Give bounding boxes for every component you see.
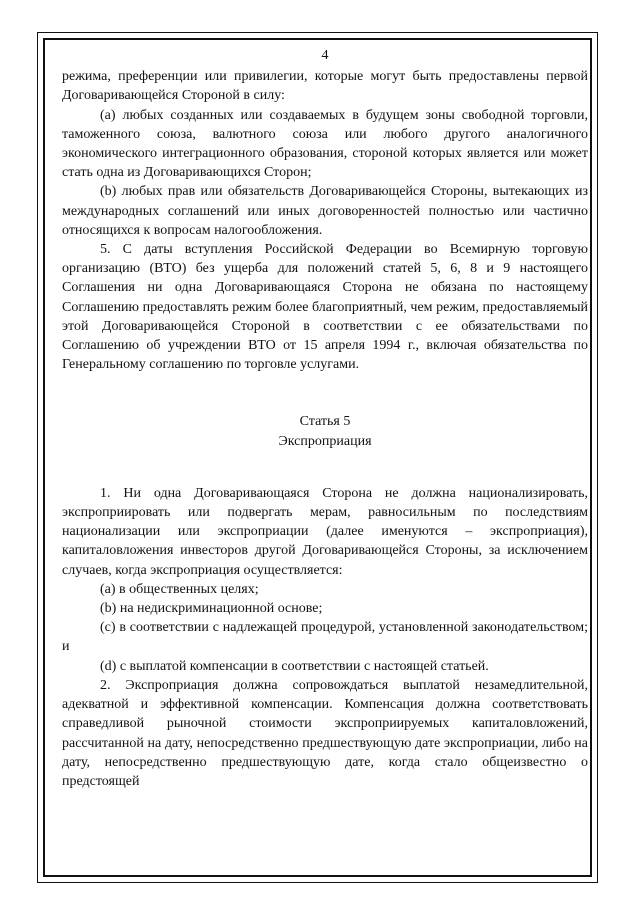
article-item-c: (с) в соответствии с надлежащей процедурой, установленной законодательством; и <box>62 620 588 655</box>
article-item-a: (а) в общественных целях; <box>100 581 259 597</box>
article-number: Статья 5 <box>299 414 351 430</box>
article-paragraph-2: 2. Экспроприация должна сопровождаться выплатой незамедлительной, адекватной и эффективной компенсации. Компенсация должна соответствовать справедливой рыночной стоимости экспроприируемых капиталовложений, рассчитанной на дату, непосредственно предшествующую дате экспроприации, либо на дату, непосредственно предшествующую дате, когда стало общеизвестно о предстоящей <box>62 677 588 789</box>
paragraph-item-b: (b) любых прав или обязательств Договаривающейся Стороны, вытекающих из международных соглашений или иных договоренностей полностью или частично относящихся к вопросам налогообложения. <box>62 184 588 238</box>
page-number: 4 <box>321 48 329 63</box>
document-body <box>62 46 588 791</box>
article-paragraph-1: 1. Ни одна Договаривающаяся Сторона не должна национализировать, экспроприировать или подвергать мерам, равносильным по последствиям национализации или экспроприации (далее именуются – экспроприация), капиталовложения инвесторов другой Договаривающейся Стороны, за исключением случаев, когда экспроприация осуществляется: <box>62 485 588 578</box>
paragraph-continuation: режима, преференции или привилегии, которые могут быть предоставлены первой Договаривающейся Стороной в силу: <box>62 69 588 104</box>
paragraph-item-a: (а) любых созданных или создаваемых в будущем зоны свободной торговли, таможенного союза, валютного союза или любого другого аналогичного экономического интеграционного образования, стороной которых является или может стать одна из Договаривающихся Сторон; <box>62 107 588 181</box>
article-item-b: (b) на недискриминационной основе; <box>100 601 323 617</box>
paragraph-5: 5. С даты вступления Российской Федерации во Всемирную торговую организацию (ВТО) без ущерба для положений статей 5, 6, 8 и 9 настоящего Соглашения ни одна Договаривающаяся Сторона не обязана по настоящему Соглашению предоставлять режим более благоприятный, чем режим, предоставляемый этой Договаривающейся Стороной в соответствии с ее обязательствами по Соглашению об учреждении ВТО от 15 апреля 1994 г., включая обязательства по Генеральному соглашению по торговле услугами. <box>62 242 588 373</box>
article-title: Экспроприация <box>278 433 372 449</box>
article-item-d: (d) с выплатой компенсации в соответствии с настоящей статьей. <box>100 658 489 674</box>
